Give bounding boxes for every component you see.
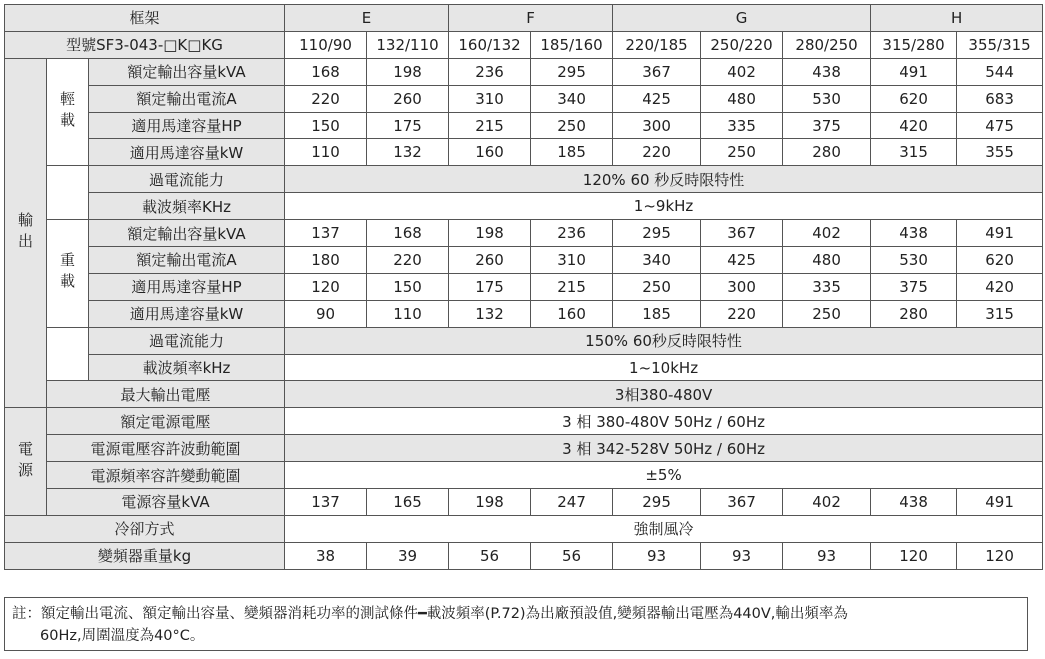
value-cell: 375: [783, 112, 871, 139]
value-cell: 491: [957, 489, 1043, 516]
power-group-label: 電源: [5, 408, 47, 516]
value-cell: 93: [701, 542, 783, 569]
value-cell: 315: [957, 300, 1043, 327]
spec-table: [4, 4, 1043, 570]
value-cell: 438: [783, 58, 871, 85]
value-cell: 198: [449, 220, 531, 247]
value-cell: 168: [367, 220, 449, 247]
table-row: [5, 166, 1043, 193]
value-cell: 137: [285, 489, 367, 516]
model-cell: 355/315: [957, 31, 1043, 58]
value-cell: 250: [701, 139, 783, 166]
model-cell: 315/280: [871, 31, 957, 58]
value-cell: 425: [701, 247, 783, 274]
table-row: [5, 489, 1043, 516]
table-row: [5, 381, 1043, 408]
value-cell: 215: [531, 273, 613, 300]
row-label: 載波頻率KHz: [89, 193, 285, 220]
row-label: 額定輸出電流A: [89, 85, 285, 112]
table-row: [5, 542, 1043, 569]
value-cell: 491: [871, 58, 957, 85]
value-cell: 165: [367, 489, 449, 516]
value-cell: 295: [531, 58, 613, 85]
value-cell: 120: [285, 273, 367, 300]
row-label: 適用馬達容量HP: [89, 273, 285, 300]
row-label: 額定輸出容量kVA: [89, 58, 285, 85]
frame-cell: F: [449, 5, 613, 32]
frame-cell: E: [285, 5, 449, 32]
light-load-spacer: [47, 166, 89, 220]
value-cell: 150: [367, 273, 449, 300]
merged-value: 3相380-480V: [285, 381, 1043, 408]
heavy-load-label: 重載: [47, 220, 89, 328]
value-cell: 120: [957, 542, 1043, 569]
value-cell: 260: [367, 85, 449, 112]
table-row: [5, 300, 1043, 327]
footnote-line-1: 註：額定輸出電流、額定輸出容量、變頻器消耗功率的測試條件━載波頻率(P.72)為出廠預設值,變頻器輸出電壓為440V,輸出頻率為: [12, 606, 848, 622]
row-label: 電源頻率容許變動範圍: [47, 462, 285, 489]
value-cell: 250: [613, 273, 701, 300]
heavy-load-spacer: [47, 327, 89, 381]
value-cell: 93: [613, 542, 701, 569]
table-row: [5, 515, 1043, 542]
value-cell: 150: [285, 112, 367, 139]
value-cell: 530: [871, 247, 957, 274]
value-cell: 300: [613, 112, 701, 139]
value-cell: 160: [449, 139, 531, 166]
value-cell: 215: [449, 112, 531, 139]
value-cell: 39: [367, 542, 449, 569]
merged-value: 3 相 380-480V 50Hz / 60Hz: [285, 408, 1043, 435]
value-cell: 90: [285, 300, 367, 327]
model-cell: 250/220: [701, 31, 783, 58]
value-cell: 295: [613, 220, 701, 247]
value-cell: 438: [871, 220, 957, 247]
merged-value: ±5%: [285, 462, 1043, 489]
row-label: 電源容量kVA: [47, 489, 285, 516]
model-header: 型號SF3-043-□K□KG: [5, 31, 285, 58]
value-cell: 310: [449, 85, 531, 112]
table-row: [5, 193, 1043, 220]
table-row: [5, 247, 1043, 274]
row-label: 適用馬達容量kW: [89, 300, 285, 327]
value-cell: 340: [531, 85, 613, 112]
value-cell: 620: [871, 85, 957, 112]
value-cell: 475: [957, 112, 1043, 139]
value-cell: 220: [285, 85, 367, 112]
frame-cell: G: [613, 5, 871, 32]
model-cell: 132/110: [367, 31, 449, 58]
value-cell: 132: [449, 300, 531, 327]
value-cell: 260: [449, 247, 531, 274]
table-row: [5, 462, 1043, 489]
value-cell: 335: [701, 112, 783, 139]
value-cell: 491: [957, 220, 1043, 247]
table-row: [5, 139, 1043, 166]
row-label: 最大輸出電壓: [47, 381, 285, 408]
value-cell: 236: [449, 58, 531, 85]
table-row: [5, 58, 1043, 85]
value-cell: 160: [531, 300, 613, 327]
table-row: [5, 327, 1043, 354]
row-label: 額定輸出容量kVA: [89, 220, 285, 247]
value-cell: 110: [285, 139, 367, 166]
value-cell: 420: [871, 112, 957, 139]
value-cell: 402: [701, 58, 783, 85]
row-label: 載波頻率kHz: [89, 354, 285, 381]
table-row: [5, 408, 1043, 435]
value-cell: 335: [783, 273, 871, 300]
value-cell: 315: [871, 139, 957, 166]
row-label: 冷卻方式: [5, 515, 285, 542]
value-cell: 93: [783, 542, 871, 569]
merged-value: 3 相 342-528V 50Hz / 60Hz: [285, 435, 1043, 462]
value-cell: 180: [285, 247, 367, 274]
value-cell: 402: [783, 220, 871, 247]
value-cell: 367: [701, 220, 783, 247]
merged-value: 1~9kHz: [285, 193, 1043, 220]
value-cell: 185: [531, 139, 613, 166]
value-cell: 250: [783, 300, 871, 327]
table-row: [5, 85, 1043, 112]
value-cell: 480: [701, 85, 783, 112]
table-row: [5, 435, 1043, 462]
row-label: 電源電壓容許波動範圍: [47, 435, 285, 462]
value-cell: 175: [367, 112, 449, 139]
value-cell: 137: [285, 220, 367, 247]
table-row: [5, 31, 1043, 58]
value-cell: 38: [285, 542, 367, 569]
merged-value: 150% 60秒反時限特性: [285, 327, 1043, 354]
value-cell: 198: [367, 58, 449, 85]
value-cell: 683: [957, 85, 1043, 112]
value-cell: 185: [613, 300, 701, 327]
row-label: 額定電源電壓: [47, 408, 285, 435]
value-cell: 420: [957, 273, 1043, 300]
value-cell: 300: [701, 273, 783, 300]
table-row: [5, 273, 1043, 300]
value-cell: 402: [783, 489, 871, 516]
value-cell: 198: [449, 489, 531, 516]
value-cell: 480: [783, 247, 871, 274]
output-group-label: 輸出: [5, 58, 47, 408]
row-label: 過電流能力: [89, 166, 285, 193]
model-cell: 185/160: [531, 31, 613, 58]
model-cell: 280/250: [783, 31, 871, 58]
row-label: 過電流能力: [89, 327, 285, 354]
value-cell: 120: [871, 542, 957, 569]
merged-value: 1~10kHz: [285, 354, 1043, 381]
value-cell: 355: [957, 139, 1043, 166]
value-cell: 367: [701, 489, 783, 516]
value-cell: 220: [701, 300, 783, 327]
value-cell: 544: [957, 58, 1043, 85]
value-cell: 56: [449, 542, 531, 569]
row-label: 額定輸出電流A: [89, 247, 285, 274]
table-row: [5, 220, 1043, 247]
merged-value: 強制風冷: [285, 515, 1043, 542]
value-cell: 110: [367, 300, 449, 327]
value-cell: 310: [531, 247, 613, 274]
value-cell: 250: [531, 112, 613, 139]
frame-header: 框架: [5, 5, 285, 32]
value-cell: 247: [531, 489, 613, 516]
value-cell: 530: [783, 85, 871, 112]
value-cell: 340: [613, 247, 701, 274]
row-label: 適用馬達容量HP: [89, 112, 285, 139]
row-label: 變頻器重量kg: [5, 542, 285, 569]
value-cell: 168: [285, 58, 367, 85]
value-cell: 367: [613, 58, 701, 85]
footnote-line-2: 60Hz,周圍溫度為40°C。: [40, 628, 205, 644]
light-load-label: 輕載: [47, 58, 89, 166]
value-cell: 236: [531, 220, 613, 247]
value-cell: 295: [613, 489, 701, 516]
model-cell: 160/132: [449, 31, 531, 58]
value-cell: 175: [449, 273, 531, 300]
value-cell: 280: [783, 139, 871, 166]
value-cell: 220: [367, 247, 449, 274]
value-cell: 56: [531, 542, 613, 569]
row-label: 適用馬達容量kW: [89, 139, 285, 166]
value-cell: 375: [871, 273, 957, 300]
table-row: [5, 112, 1043, 139]
model-cell: 220/185: [613, 31, 701, 58]
value-cell: 280: [871, 300, 957, 327]
frame-cell: H: [871, 5, 1043, 32]
value-cell: 220: [613, 139, 701, 166]
value-cell: 425: [613, 85, 701, 112]
table-row: [5, 5, 1043, 32]
footnote: [4, 597, 1028, 651]
value-cell: 438: [871, 489, 957, 516]
table-row: [5, 354, 1043, 381]
value-cell: 620: [957, 247, 1043, 274]
model-cell: 110/90: [285, 31, 367, 58]
merged-value: 120% 60 秒反時限特性: [285, 166, 1043, 193]
value-cell: 132: [367, 139, 449, 166]
